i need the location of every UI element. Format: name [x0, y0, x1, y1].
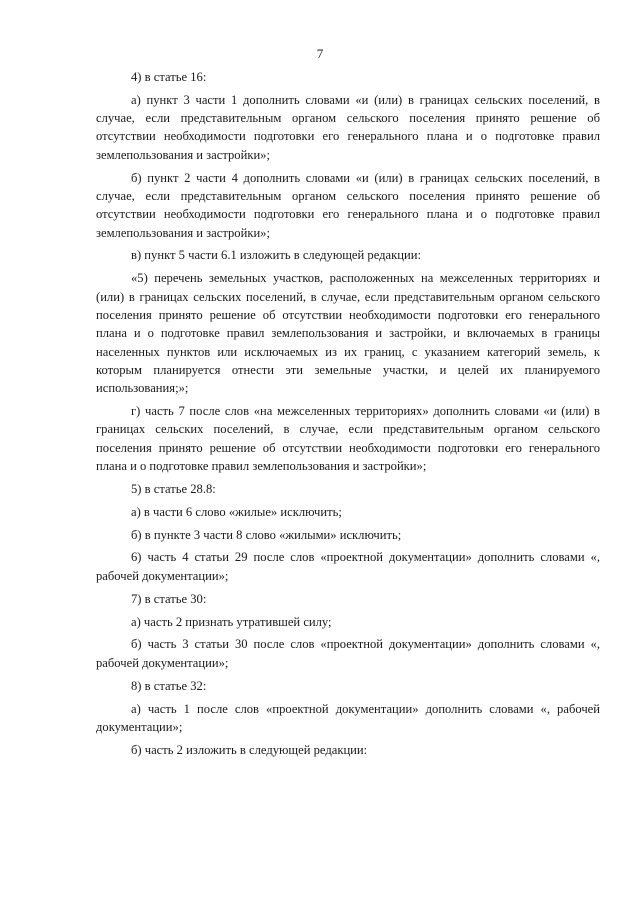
paragraph-article-30: 7) в статье 30:	[131, 591, 207, 606]
paragraph-32-a: а) часть 1 после слов «проектной документации» дополнить словами «, рабочей документации»;	[96, 701, 600, 734]
paragraph-32-b: б) часть 2 изложить в следующей редакции:	[131, 742, 368, 757]
paragraph-article-28-8: 5) в статье 28.8:	[131, 481, 216, 496]
paragraph-28-8-a: а) в части 6 слово «жилые» исключить;	[131, 504, 342, 519]
paragraph-16-g: г) часть 7 после слов «на межселенных территориях» дополнить словами «и (или) в границах сельских поселений, в случае, если представительным органом сельского поселения принято решение об отсутствии необходимости подготовки его генерального плана и о подготовке правил землепользования и застройки»;	[96, 404, 600, 473]
paragraph-16-v-text: «5) перечень земельных участков, расположенных на межселенных территориях и (или) в границах сельских поселений, в случае, если представительным органом сельского поселения принято решение об отсутствии необходимости подготовки его генерального плана и о подготовке правил землепользования и застройки, и включаемых в границы населенных пунктов или исключаемых из их границ, с указанием категорий земель, к которым планируется отнести эти земельные участки, и целей их планируемого использования;»;	[96, 271, 600, 396]
paragraph-16-a: а) пункт 3 части 1 дополнить словами «и (или) в границах сельских поселений, в случае, если представительным органом сельского поселения принято решение об отсутствии необходимости подготовки его генерального плана и о подготовке правил землепользования и застройки»;	[96, 92, 600, 162]
paragraph-article-16: 4) в статье 16:	[131, 70, 207, 84]
paragraph-16-v: в) пункт 5 части 6.1 изложить в следующей редакции:	[131, 248, 421, 263]
paragraph-article-32: 8) в статье 32:	[131, 678, 207, 693]
paragraph-16-b: б) пункт 2 части 4 дополнить словами «и (или) в границах сельских поселений, в случае, если представительным органом сельского поселения принято решение об отсутствии необходимости подготовки его генерального плана и о подготовке правил землепользования и застройки»;	[96, 170, 600, 240]
paragraph-30-b: б) часть 3 статьи 30 после слов «проектной документации» дополнить словами «, рабочей документации»;	[96, 637, 600, 670]
document-body	[96, 68, 600, 759]
paragraph-30-a: а) часть 2 признать утратившей силу;	[131, 614, 332, 629]
paragraph-28-8-b: б) в пункте 3 части 8 слово «жилыми» исключить;	[131, 527, 402, 542]
page-number: 7	[316, 46, 324, 61]
paragraph-article-29: 6) часть 4 статьи 29 после слов «проектной документации» дополнить словами «, рабочей документации»;	[96, 550, 600, 583]
